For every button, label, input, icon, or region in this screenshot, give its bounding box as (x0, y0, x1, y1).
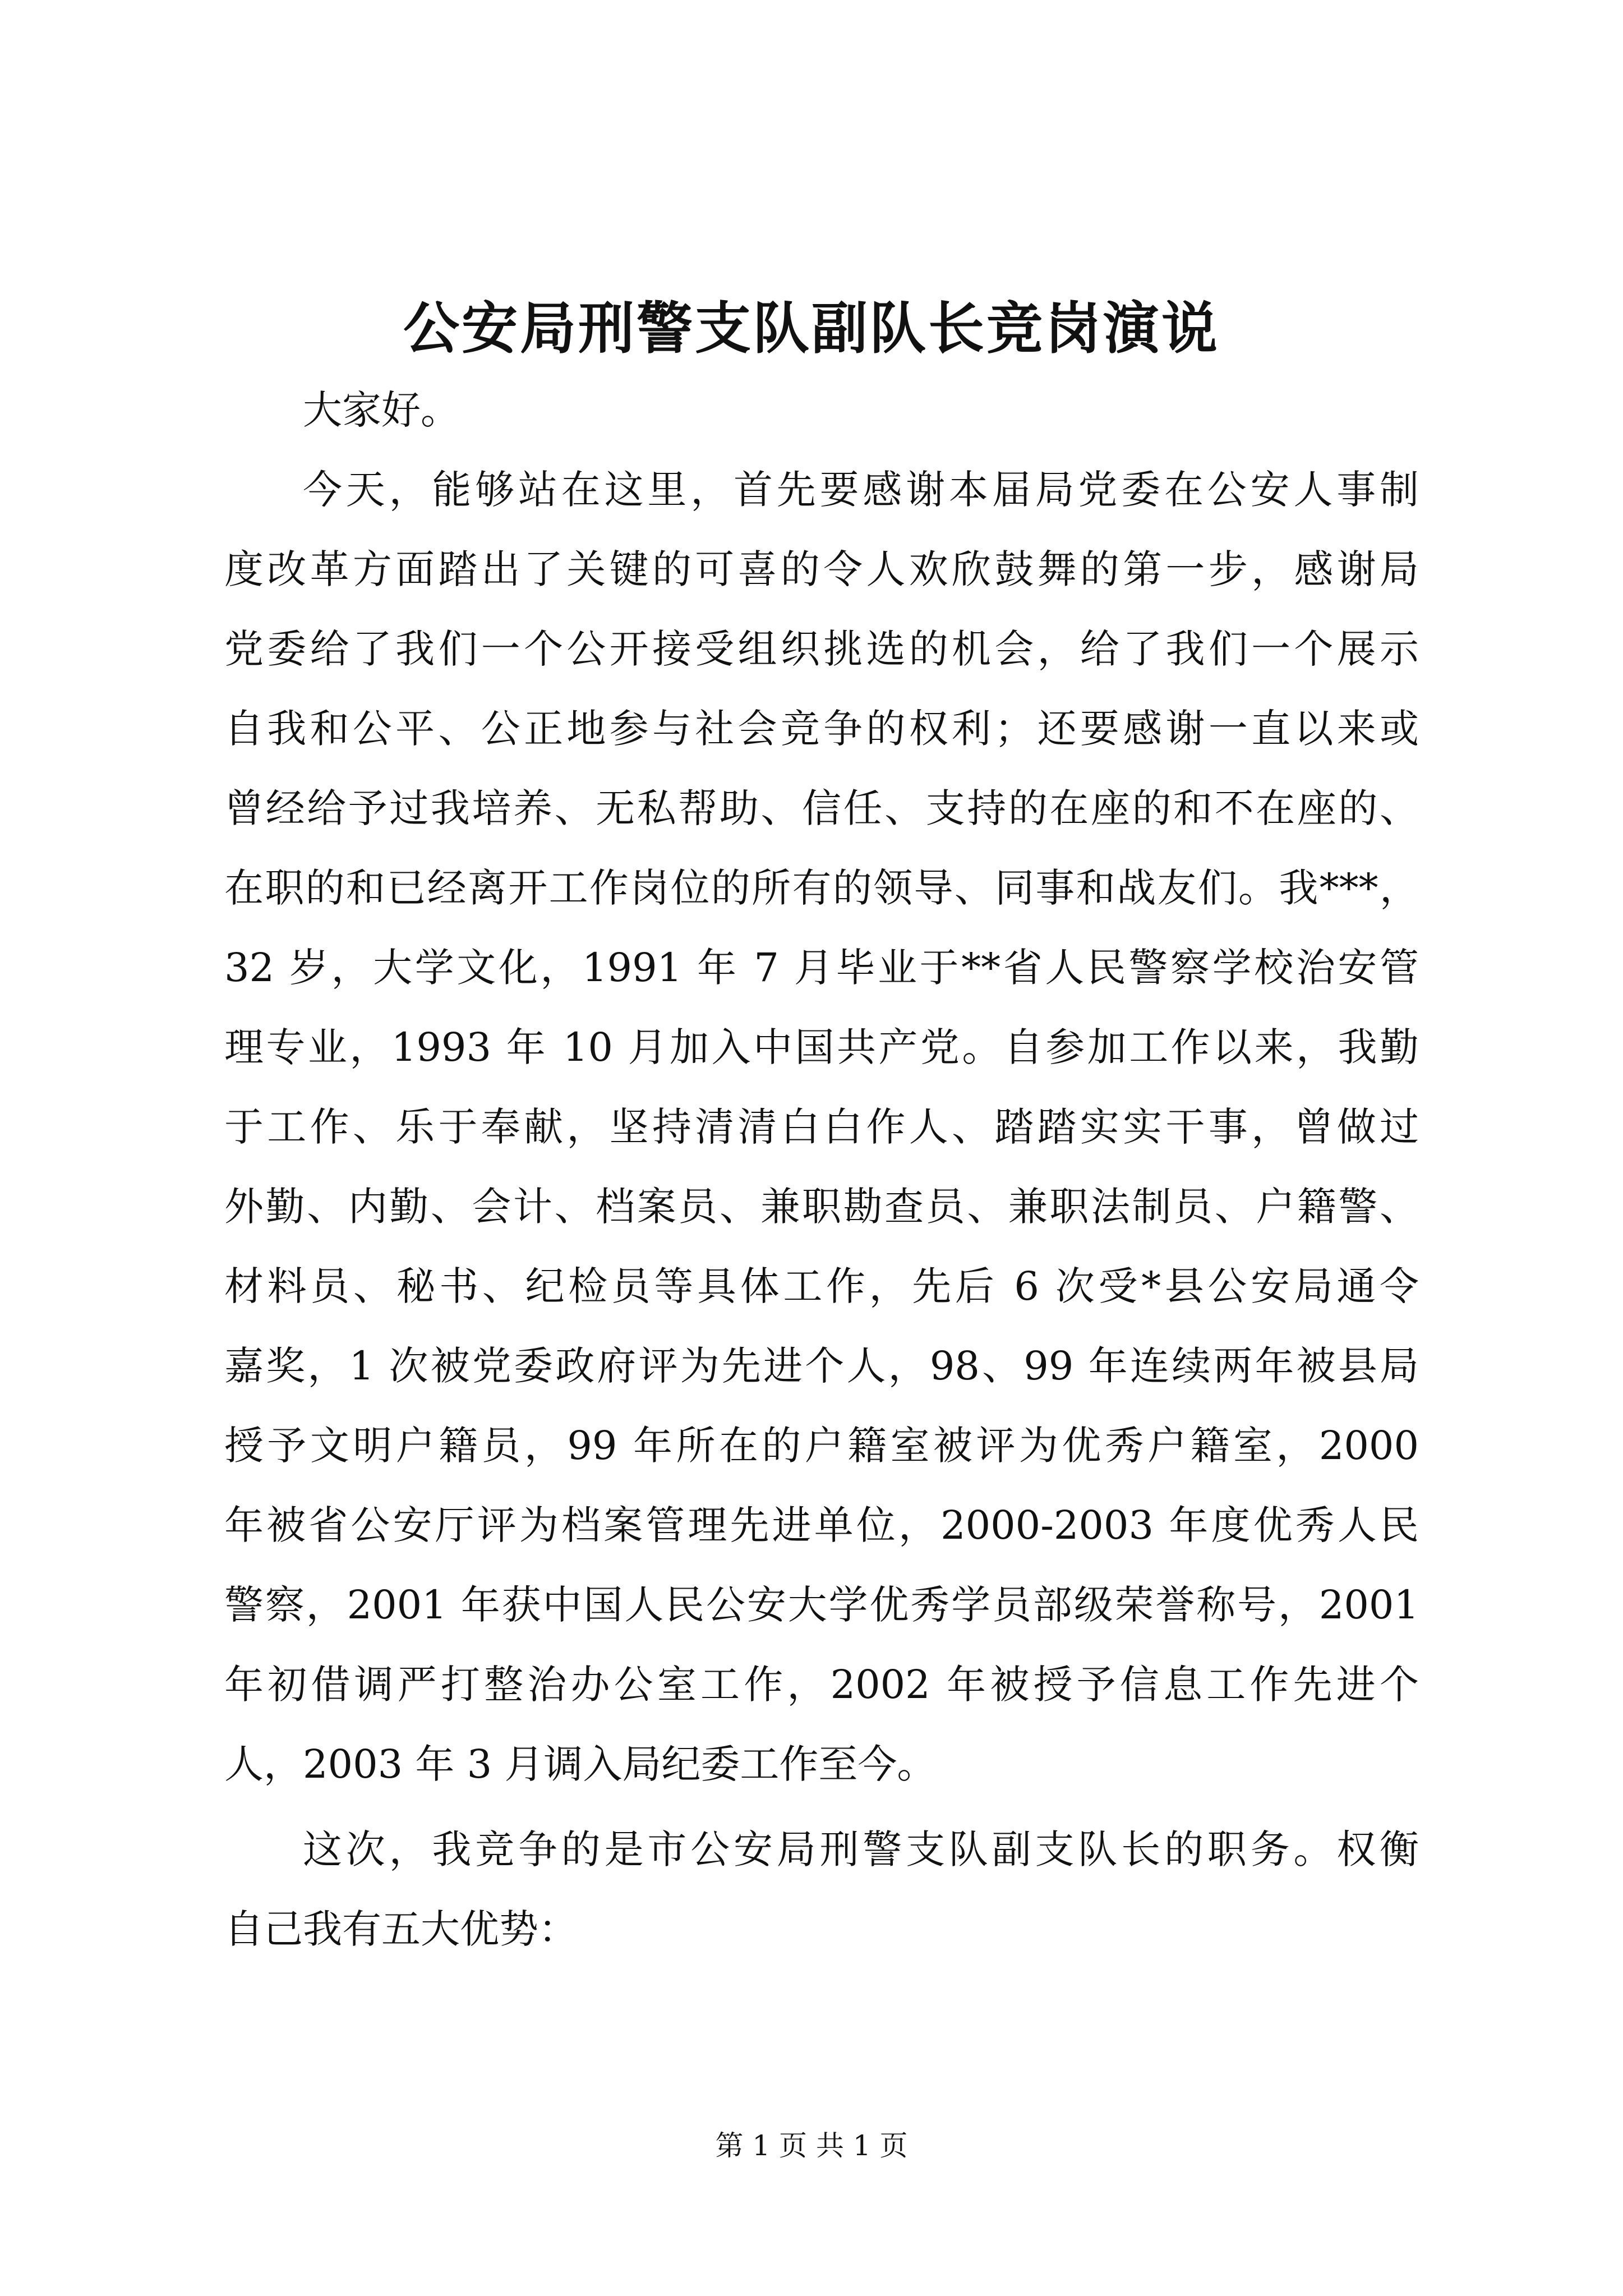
text-line: 曾经给予过我培养、无私帮助、信任、支持的在座的和不在座的、 (224, 785, 1419, 831)
text-line: 今天，能够站在这里，首先要感谢本届局党委在公安人事制 (303, 467, 1419, 513)
text-line: 自我和公平、公正地参与社会竞争的权利；还要感谢一直以来或 (224, 706, 1419, 752)
text-line: 党委给了我们一个公开接受组织挑选的机会，给了我们一个展示 (224, 626, 1419, 672)
text-line: 度改革方面踏出了关键的可喜的令人欢欣鼓舞的第一步，感谢局 (224, 546, 1419, 592)
text-line: 年被省公安厅评为档案管理先进单位，2000-2003 年度优秀人民 (224, 1502, 1419, 1548)
paragraph-introduction (224, 450, 1419, 1804)
paragraph-advantages (224, 1810, 1419, 1969)
document-body (224, 370, 1419, 1969)
text-line: 人，2003 年 3 月调入局纪委工作至今。 (224, 1741, 937, 1787)
text-line: 材料员、秘书、纪检员等具体工作，先后 6 次受*县公安局通令 (224, 1263, 1419, 1309)
page-footer: 第 1 页 共 1 页 (715, 2129, 908, 2162)
text-line: 这次，我竞争的是市公安局刑警支队副支队长的职务。权衡 (303, 1826, 1419, 1872)
paragraph-greeting (224, 370, 1419, 450)
text-line: 理专业，1993 年 10 月加入中国共产党。自参加工作以来，我勤 (224, 1024, 1419, 1070)
text-line: 自己我有五大优势： (224, 1906, 578, 1952)
text-line: 警察，2001 年获中国人民公安大学优秀学员部级荣誉称号，2001 (224, 1582, 1419, 1628)
text-line: 外勤、内勤、会计、档案员、兼职勘查员、兼职法制员、户籍警、 (224, 1184, 1419, 1230)
text-line: 授予文明户籍员，99 年所在的户籍室被评为优秀户籍室，2000 (224, 1423, 1419, 1469)
document-title: 公安局刑警支队副队长竞岗演说 (403, 295, 1220, 361)
text-line: 于工作、乐于奉献，坚持清清白白作人、踏踏实实干事，曾做过 (224, 1104, 1419, 1150)
text-line: 年初借调严打整治办公室工作，2002 年被授予信息工作先进个 (224, 1662, 1419, 1708)
text-line: 在职的和已经离开工作岗位的所有的领导、同事和战友们。我***， (224, 865, 1419, 911)
text-line: 嘉奖，1 次被党委政府评为先进个人，98、99 年连续两年被县局 (224, 1343, 1419, 1389)
text-line: 32 岁，大学文化，1991 年 7 月毕业于**省人民警察学校治安管 (224, 945, 1419, 991)
text-line: 大家好。 (303, 387, 460, 433)
